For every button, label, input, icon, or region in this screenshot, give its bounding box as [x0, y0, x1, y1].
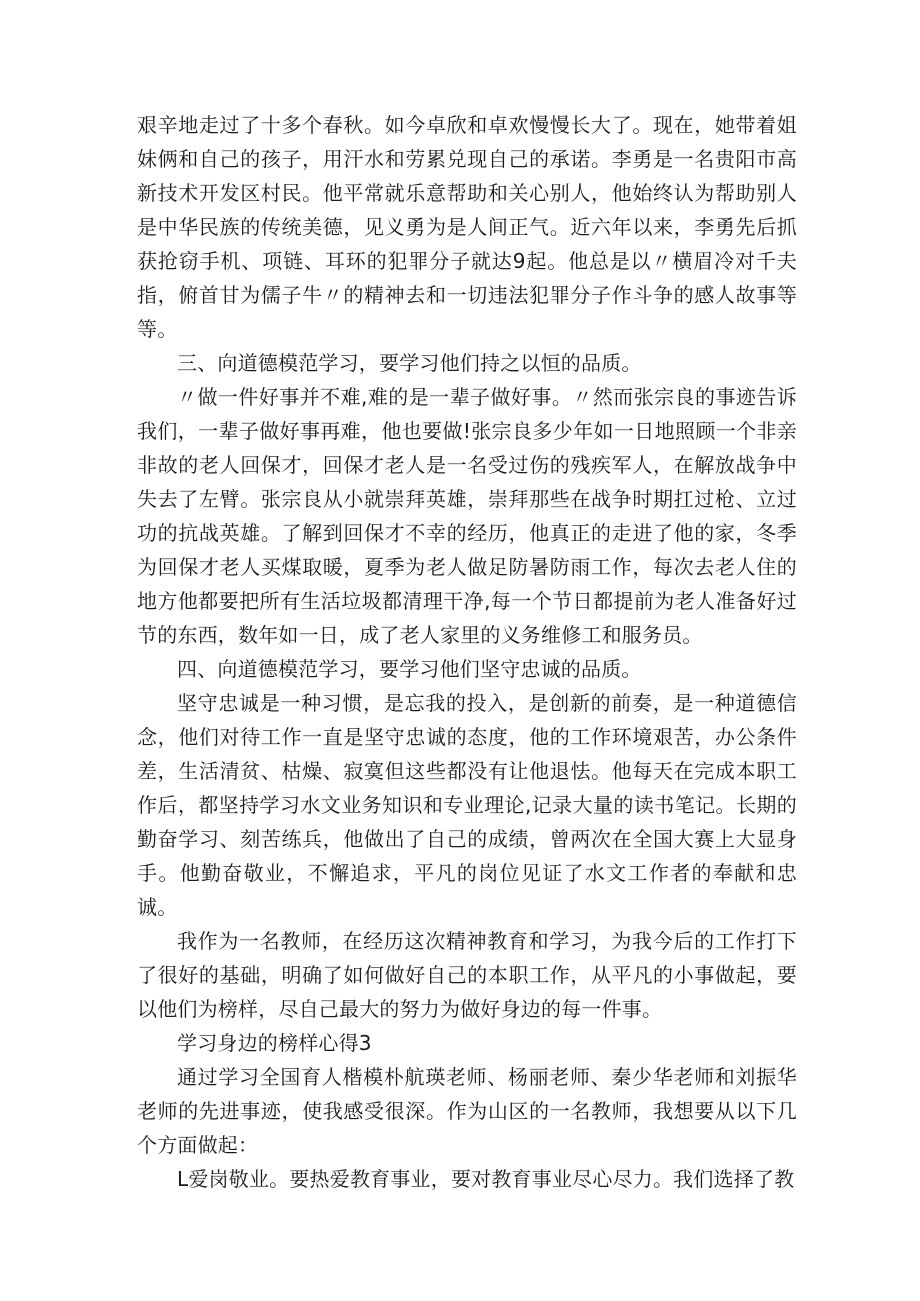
- paragraph-zhang-zongliang-story: 〃做一件好事并不难,难的是一辈子做好事。〃然而张宗良的事迹告诉我们，一辈子做好事再难，他也要做!张宗良多少年如一日地照顾一个非亲非故的老人回保才，回保才老人是一名受过伤的残疾军人，在解放战争中失去了左臂。张宗良从小就崇拜英雄，崇拜那些在战争时期扛过枪、立过功的抗战英雄。了解到回保才不幸的经历，他真正的走进了他的家，冬季为回保才老人买煤取暖，夏季为老人做足防暑防雨工作，每次去老人住的地方他都要把所有生活垃圾都清理干净,每一个节日都提前为老人准备好过节的东西，数年如一日，成了老人家里的义务维修工和服务员。: [137, 385, 797, 647]
- paragraph-national-models: 通过学习全国育人楷模朴航瑛老师、杨丽老师、秦少华老师和刘振华老师的先进事迹，使我感受很深。作为山区的一名教师，我想要从以下几个方面做起：: [137, 1065, 797, 1157]
- section-heading-four: 四、向道德模范学习，要学习他们坚守忠诚的品质。: [177, 657, 642, 681]
- essay-title-3: 学习身边的榜样心得3: [177, 1031, 372, 1055]
- paragraph-teacher-reflection: 我作为一名教师，在经历这次精神教育和学习，为我今后的工作打下了很好的基础，明确了如何做好自己的本职工作，从平凡的小事做起，要以他们为榜样，尽自己最大的努力为做好身边的每一件事。: [137, 929, 797, 1021]
- paragraph-loyalty: 坚守忠诚是一种习惯，是忘我的投入，是创新的前奏，是一种道德信念，他们对待工作一直是坚守忠诚的态度，他的工作环境艰苦，办公条件差，生活清贫、枯燥、寂寞但这些都没有让他退怯。他每天在完成本职工作后，都坚持学习水文业务知识和专业理论,记录大量的读书笔记。长期的勤奋学习、刻苦练兵，他做出了自己的成绩，曾两次在全国大赛上大显身手。他勤奋敬业，不懈追求，平凡的岗位见证了水文工作者的奉献和忠诚。: [137, 691, 797, 919]
- document-body: [137, 108, 797, 1196]
- paragraph-dedication: L爱岗敬业。要热爱教育事业，要对教育事业尽心尽力。我们选择了教: [177, 1167, 795, 1191]
- paragraph-li-yong-story: 艰辛地走过了十多个春秋。如今卓欣和卓欢慢慢长大了。现在，她带着姐妹俩和自己的孩子，用汗水和劳累兑现自己的承诺。李勇是一名贵阳市高新技术开发区村民。他平常就乐意帮助和关心别人，他始终认为帮助别人是中华民族的传统美德，见义勇为是人间正气。近六年以来，李勇先后抓获抢窃手机、项链、耳环的犯罪分子就达9起。他总是以〃横眉冷对千夫指，俯首甘为儒子牛〃的精神去和一切违法犯罪分子作斗争的感人故事等等。: [137, 113, 797, 341]
- section-heading-three: 三、向道德模范学习，要学习他们持之以恒的品质。: [177, 351, 642, 375]
